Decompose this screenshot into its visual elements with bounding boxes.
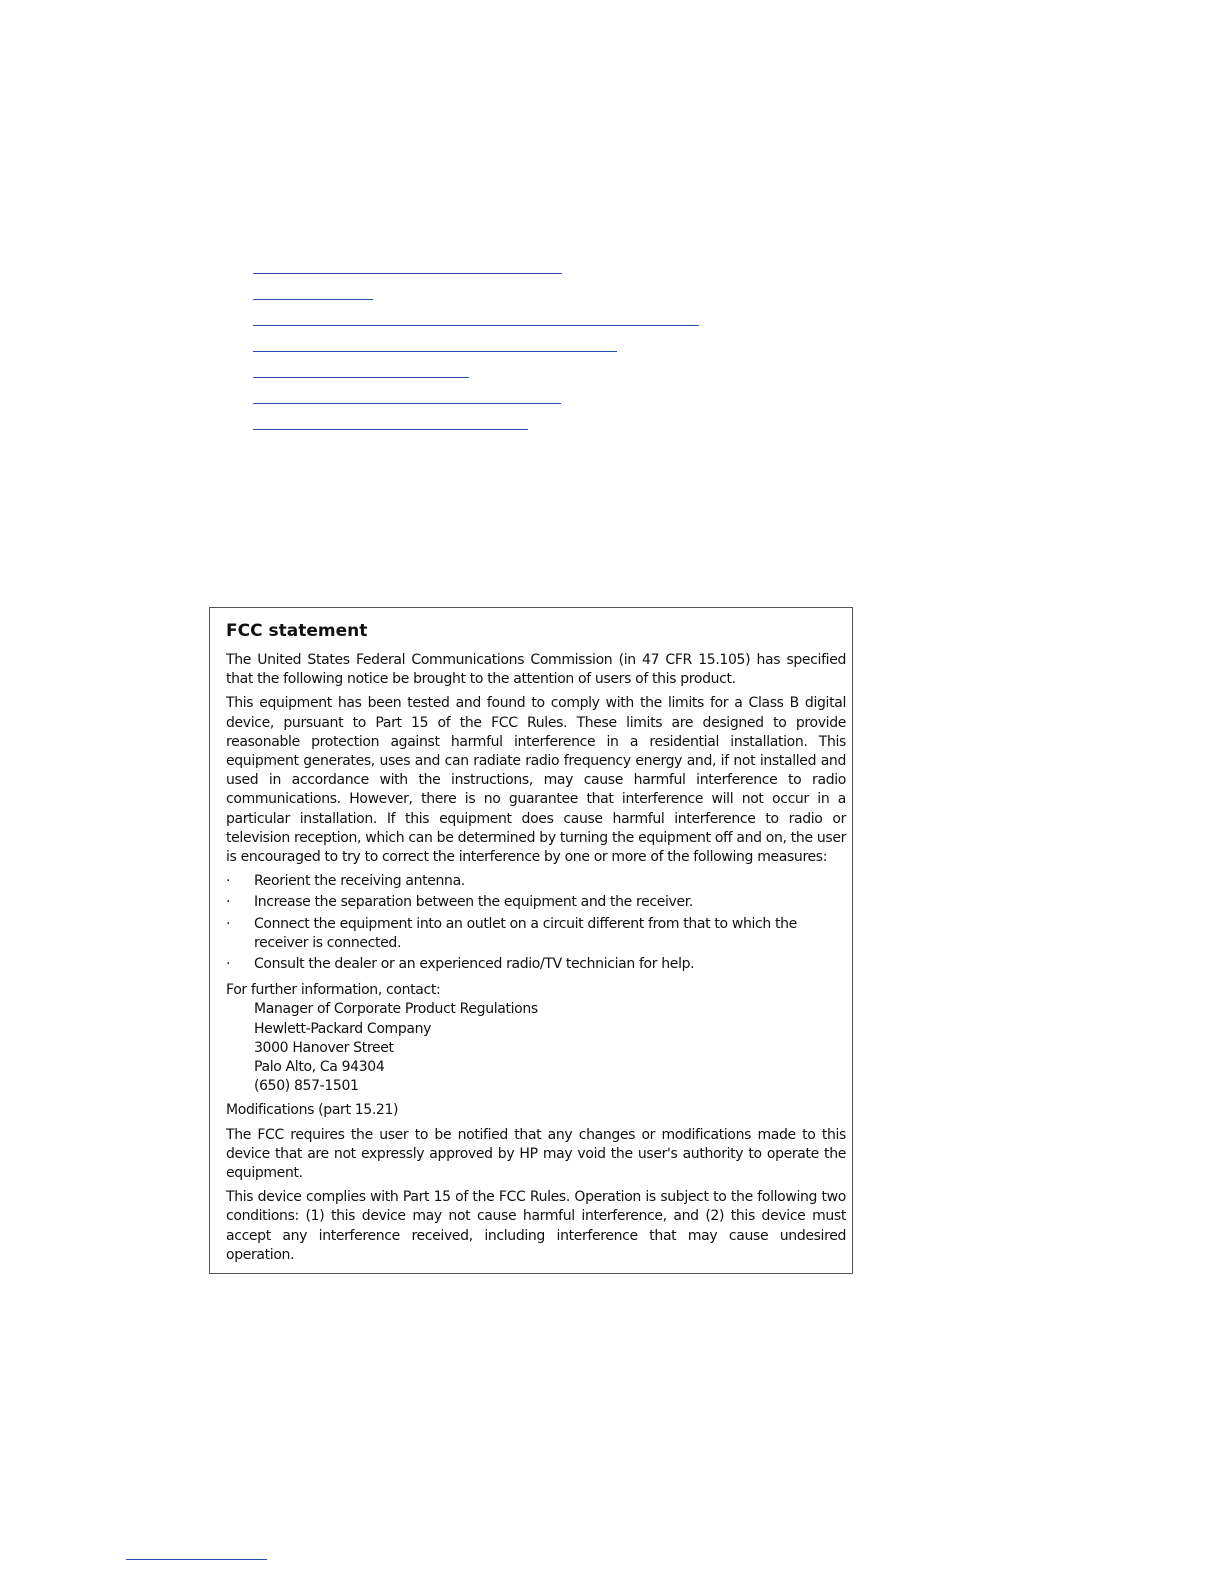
interference-measures-list	[226, 872, 846, 974]
footer-link[interactable]	[126, 1542, 267, 1560]
measure-text: Consult the dealer or an experienced radio/TV technician for help.	[254, 956, 695, 973]
measure-text: Increase the separation between the equipment and the receiver.	[254, 894, 693, 911]
contact-line-phone: (650) 857-1501	[254, 1078, 359, 1095]
toc-link-7[interactable]	[253, 404, 528, 430]
list-item	[226, 955, 846, 974]
bullet-icon: ·	[226, 956, 231, 973]
toc-link-1[interactable]	[253, 248, 562, 274]
measure-text: Connect the equipment into an outlet on a circuit different from that to which the receiver is connected.	[254, 915, 797, 951]
list-item	[226, 872, 846, 891]
toc-link-2[interactable]	[253, 274, 373, 300]
contact-heading: For further information, contact:	[226, 982, 441, 999]
toc-link-5[interactable]	[253, 352, 469, 378]
modifications-heading: Modifications (part 15.21)	[226, 1102, 399, 1119]
toc-link-3[interactable]	[253, 300, 699, 326]
bullet-icon: ·	[226, 915, 231, 932]
measure-text: Reorient the receiving antenna.	[254, 873, 465, 890]
modifications-paragraph: The FCC requires the user to be notified that any changes or modifications made to this device that are not expressly approved by HP may void the user's authority to operate the equipment.	[226, 1126, 846, 1182]
toc-link-6[interactable]	[253, 378, 561, 404]
contact-line-company: Hewlett-Packard Company	[254, 1020, 432, 1037]
fcc-intro-paragraph: The United States Federal Communications Commission (in 47 CFR 15.105) has specified that the following notice be brought to the attention of users of this product.	[226, 652, 846, 688]
compliance-paragraph: This device complies with Part 15 of the FCC Rules. Operation is subject to the following two conditions: (1) this device may not cause harmful interference, and (2) this device must accept any interference received, including interference that may cause undesired operation.	[226, 1189, 846, 1263]
contact-address	[254, 1000, 846, 1096]
toc-link-4[interactable]	[253, 326, 617, 352]
bullet-icon: ·	[226, 894, 231, 911]
contact-line-department: Manager of Corporate Product Regulations	[254, 1001, 538, 1018]
list-item	[226, 915, 846, 953]
fcc-statement-box	[209, 607, 853, 1274]
contact-line-city: Palo Alto, Ca 94304	[254, 1059, 385, 1076]
bullet-icon: ·	[226, 873, 231, 890]
contact-line-street: 3000 Hanover Street	[254, 1039, 394, 1056]
fcc-title: FCC statement	[226, 621, 368, 641]
fcc-body-paragraph: This equipment has been tested and found to comply with the limits for a Class B digital device, pursuant to Part 15 of the FCC Rules. These limits are designed to provide reasonable protection against harmful interference in a residential installation. This equipment generates, uses and can radiate radio frequency energy and, if not installed and used in accordance with the instructions, may cause harmful interference to radio communications. However, there is no guarantee that interference will not occur in a particular installation. If this equipment does cause harmful interference to radio or television reception, which can be determined by turning the equipment off and on, the user is encouraged to try to correct the interference by one or more of the following measures:	[226, 695, 846, 866]
list-item	[226, 893, 846, 912]
toc-link-list	[253, 248, 699, 430]
